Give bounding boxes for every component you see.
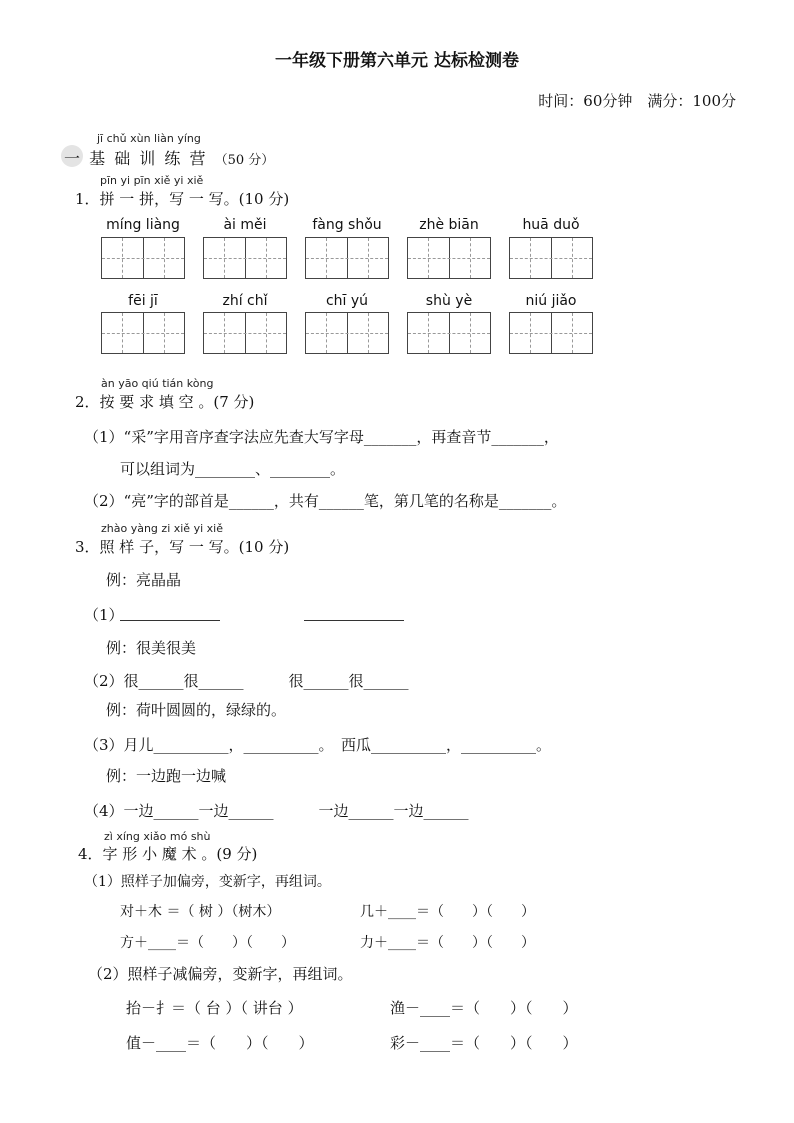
q4-row4-left[interactable]: 值－____＝（ ）（ ）	[126, 1034, 314, 1052]
writing-grid[interactable]	[203, 237, 287, 279]
q3-pinyin: zhào yàng zi xiě yi xiě	[101, 522, 223, 535]
q4-row4-right[interactable]: 彩－____＝（ ）（ ）	[390, 1034, 578, 1052]
q3-part4[interactable]: （4）一边______一边______ 一边______一边______	[84, 802, 469, 820]
q3-label: 3．照 样 子，写 一 写。(10 分)	[75, 538, 290, 556]
q3-example2: 例：很美很美	[106, 639, 197, 657]
writing-grid[interactable]	[101, 237, 185, 279]
q3-example4: 例：一边跑一边喊	[106, 767, 227, 785]
grid-pinyin: fēi jī	[128, 293, 158, 309]
writing-grid[interactable]	[509, 237, 593, 279]
page-title: 一年级下册第六单元 达标检测卷	[275, 51, 519, 71]
grid-pinyin: huā duǒ	[522, 217, 580, 233]
q3-example1: 例：亮晶晶	[106, 571, 182, 589]
answer-line[interactable]	[120, 620, 220, 621]
q2-line2[interactable]: 可以组词为________、________。	[120, 460, 346, 478]
grid-pinyin: shù yè	[425, 293, 473, 309]
q4-label: 4．字 形 小 魔 术 。(9 分)	[78, 845, 258, 863]
writing-grid[interactable]	[509, 312, 593, 354]
grid-pinyin: niú jiǎo	[525, 293, 577, 309]
writing-grid[interactable]	[101, 312, 185, 354]
section1-title: 基 础 训 练 营	[89, 149, 208, 168]
q2-label: 2．按 要 求 填 空 。(7 分)	[75, 393, 255, 411]
q2-line1[interactable]: （1）“采”字用音序查字法应先查大写字母_______，再查音节_______，	[84, 428, 559, 446]
writing-grid[interactable]	[305, 312, 389, 354]
q3-part3[interactable]: （3）月儿__________，__________。 西瓜__________，__________。	[84, 736, 552, 754]
q2-pinyin: àn yāo qiú tián kòng	[101, 377, 214, 390]
writing-grid[interactable]	[203, 312, 287, 354]
answer-line[interactable]	[304, 620, 404, 621]
grid-pinyin: fàng shǒu	[312, 217, 382, 233]
q1-pinyin: pīn yi pīn xiě yi xiě	[100, 174, 204, 187]
writing-grid[interactable]	[305, 237, 389, 279]
q3-part1-label: （1）	[84, 606, 124, 624]
grid-pinyin: chī yú	[325, 293, 369, 309]
grid-pinyin: míng liàng	[106, 217, 180, 233]
section1-pinyin: jī chǔ xùn liàn yíng	[97, 132, 201, 145]
q4-row2-left[interactable]: 方＋____＝（ ）（ ）	[120, 935, 295, 951]
section1-header	[64, 146, 274, 169]
grid-pinyin: ài měi	[223, 217, 267, 233]
q4-row1-right[interactable]: 几＋____＝（ ）（ ）	[360, 904, 535, 920]
grid-pinyin: zhè biān	[419, 217, 479, 233]
q4-sub2: （2）照样子减偏旁，变新字，再组词。	[88, 965, 353, 983]
q4-sub1: （1）照样子加偏旁，变新字，再组词。	[84, 874, 331, 890]
q4-row1-left: 对＋木 ＝（ 树 ）（树木）	[120, 904, 281, 920]
q3-example3: 例：荷叶圆圆的，绿绿的。	[106, 701, 287, 719]
q4-row3-right[interactable]: 渔－____＝（ ）（ ）	[390, 999, 578, 1017]
section1-prefix: 一	[64, 149, 83, 168]
q2-line3[interactable]: （2）“亮”字的部首是______，共有______笔，第几笔的名称是_______。	[84, 492, 567, 510]
writing-grid[interactable]	[407, 237, 491, 279]
q3-part2[interactable]: （2）很______很______ 很______很______	[84, 672, 409, 690]
q4-row2-right[interactable]: 力＋____＝（ ）（ ）	[360, 935, 535, 951]
writing-grid[interactable]	[407, 312, 491, 354]
q4-pinyin: zì xíng xiǎo mó shù	[104, 830, 211, 843]
q4-row3-left: 抬－扌＝（ 台 ）（ 讲台 ）	[126, 999, 303, 1017]
section1-score: （50 分）	[214, 153, 275, 168]
q1-label: 1．拼 一 拼，写 一 写。(10 分)	[75, 190, 290, 208]
grid-pinyin: zhí chǐ	[222, 293, 268, 309]
time-info: 时间：60分钟 满分：100分	[538, 92, 736, 110]
